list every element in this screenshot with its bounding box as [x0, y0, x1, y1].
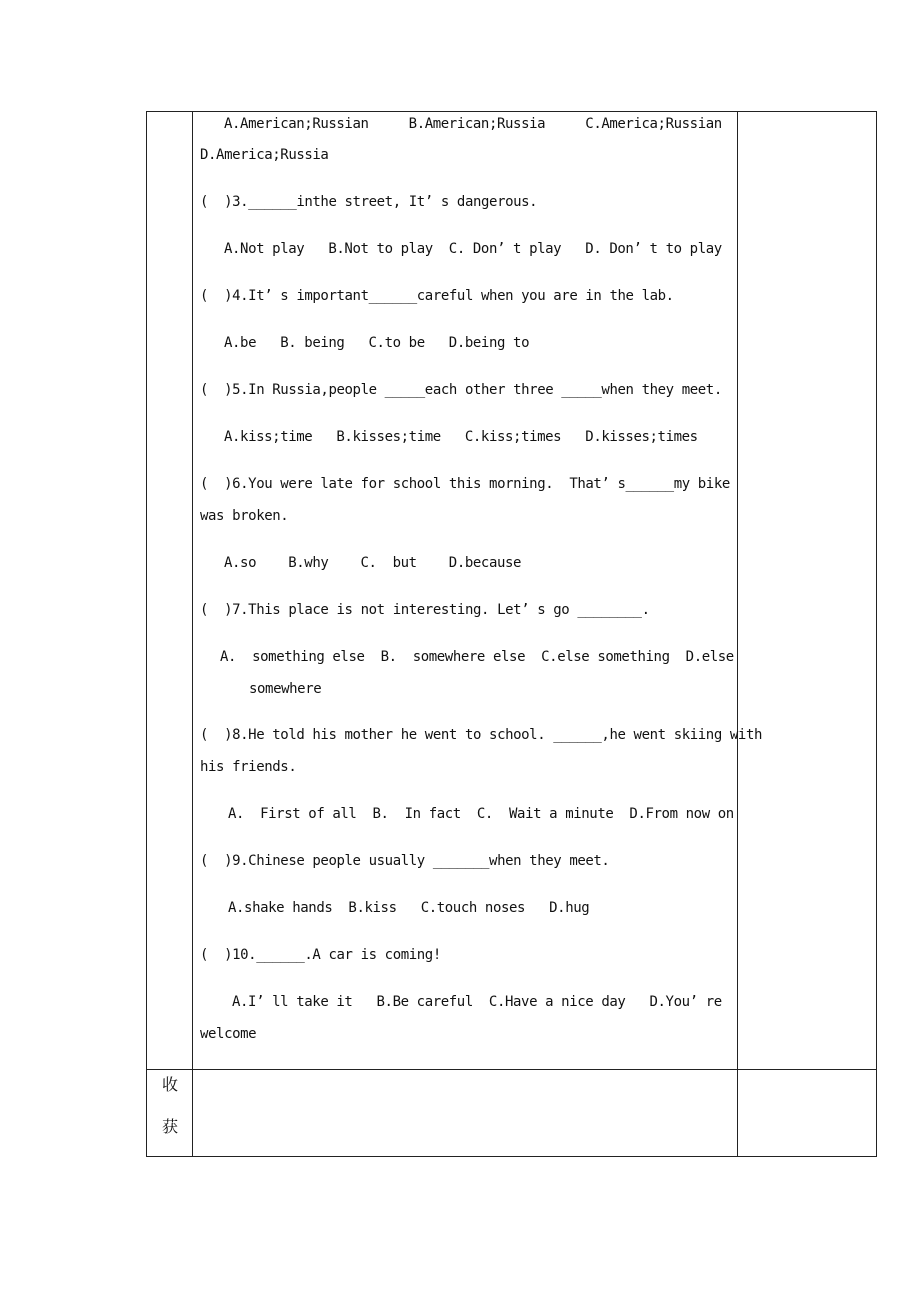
q8-options: A. First of all B. In fact C. Wait a minute D.From now on	[228, 806, 734, 822]
column-divider-left	[192, 111, 193, 1157]
q10-options: A.I’ ll take it B.Be careful C.Have a nice day D.You’ re	[232, 994, 722, 1010]
q3-stem: ( )3.______inthe street, It’ s dangerous.	[200, 194, 538, 210]
q5-options: A.kiss;time B.kisses;time C.kiss;times D.kisses;times	[224, 429, 698, 445]
q9-options: A.shake hands B.kiss C.touch noses D.hug	[228, 900, 590, 916]
q5-stem: ( )5.In Russia,people _____each other three _____when they meet.	[200, 382, 722, 398]
q4-options: A.be B. being C.to be D.being to	[224, 335, 530, 351]
row-divider	[146, 1069, 877, 1070]
q6-options: A.so B.why C. but D.because	[224, 555, 522, 571]
q6-stem: ( )6.You were late for school this morning. That’ s______my bike	[200, 476, 730, 492]
q8-stem-cont: his friends.	[200, 759, 297, 775]
q7-stem: ( )7.This place is not interesting. Let’ s go ________.	[200, 602, 650, 618]
q10-options-cont: welcome	[200, 1026, 257, 1042]
column-divider-right	[737, 111, 738, 1157]
harvest-label-char2: 获	[162, 1117, 179, 1136]
q7-options: A. something else B. somewhere else C.else something D.else	[220, 649, 734, 665]
q2-options-line2: D.America;Russia	[200, 147, 329, 163]
harvest-label-char1: 收	[162, 1075, 179, 1094]
q4-stem: ( )4.It’ s important______careful when you are in the lab.	[200, 288, 674, 304]
q2-options-line1: A.American;Russian B.American;Russia C.America;Russian	[224, 116, 722, 132]
q7-options-cont: somewhere	[249, 681, 322, 697]
q10-stem: ( )10.______.A car is coming!	[200, 947, 441, 963]
q9-stem: ( )9.Chinese people usually _______when they meet.	[200, 853, 610, 869]
q3-options: A.Not play B.Not to play C. Don’ t play D. Don’ t to play	[224, 241, 722, 257]
q8-stem: ( )8.He told his mother he went to school. ______,he went skiing with	[200, 727, 763, 743]
q6-stem-cont: was broken.	[200, 508, 289, 524]
